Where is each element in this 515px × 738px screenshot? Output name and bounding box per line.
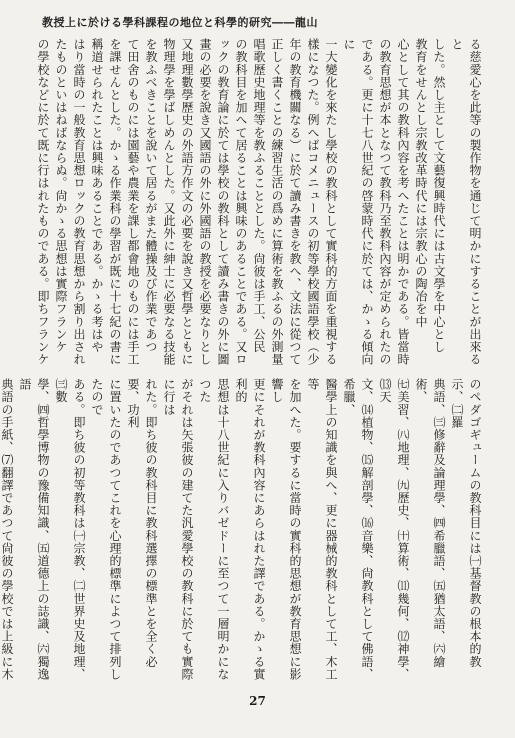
text-column: 一大變化を來たし學校の教科として實科的方面を重視する (324, 38, 338, 366)
text-column: 典語の手紙、⑺翻譯であつて尙彼の學校では上級に木 (0, 378, 14, 681)
text-column: 樣になつた。例へばコメニュースの初等學校國語學校（少 (306, 38, 320, 366)
text-column: 心として其の教科內容を考へたことは明かである。皆當時 (396, 38, 410, 366)
text-column: の教科目を加へて居ることは興味のあることである。又ロ (234, 38, 248, 366)
text-column: に置いたのであつてこれを心理的標準によつて排列したので (90, 378, 122, 681)
text-column: である。更に十七八世紀の啓蒙時代に於ては、かゝる傾向に (342, 38, 374, 366)
text-column: の教育思想が本となつて教科乃至教科內容が定められたの (378, 38, 392, 366)
text-column: の學校などに於て既に行はれたものである。即ちフランケ (36, 38, 50, 366)
text-column: を課せんとした。かゝる作業科の學習が既に十七紀の書に (108, 38, 122, 366)
text-column: 思想は十八世紀に入りバゼドーに至つて一層明かになつた (198, 378, 230, 681)
text-column: はり當時の一般教育思想ロックの教育思想から割り出され (72, 38, 86, 366)
text-column: 年の教育機關なる）に於て讀み書きを教へ、文法に從つて (288, 38, 302, 366)
text-column: ックの教育論に於ては學校の教科として讀み書きの外に圖 (216, 38, 230, 366)
text-column: 物理學を學ばしめんとした。又此外に紳士に必要なる技能 (162, 38, 176, 366)
text-column: 更にそれが教科內容にあらはれた譯である。かゝる實利的 (234, 378, 266, 681)
upper-text-block (32, 38, 484, 372)
text-column: 又地理數學歷史の外語方作文の必要を說き又哲學とともに (180, 38, 194, 366)
text-column: 教育をせんとし宗教改革時代には宗教心の陶冶を中 (414, 38, 428, 328)
text-column: のペダゴギュームの教科目には㈠基督教の根本的教示、㈡羅 (450, 378, 482, 668)
text-column: 學、㈣哲學博物の豫備知識、㈤道德上の誌識、㈥獨逸語 (18, 378, 50, 681)
text-column: れた。即ち彼の教科目に教科選擇の標準とを全く必要、功利 (126, 378, 158, 668)
text-column: した。然し主として文藝復興時代には古文學を中心とし (432, 38, 446, 353)
text-column: ㈦美習、㈧地理、㈨歷史、㈩算術、⑾幾何、⑿神學、⒀天 (378, 378, 410, 681)
running-header: 教授上に於ける學科課程の地位と科學的研究――龍山 (42, 16, 318, 29)
text-column: を加へた。要するに當時の實科的思想が教育思想に影響し (270, 378, 302, 681)
page-number: 27 (249, 694, 266, 708)
text-column: 醫學上の知識を與へ、更に器械的教科として工、木工等 (306, 378, 338, 681)
text-column: を教ふべきことを說いて居るがまた體操及び作業であつ (144, 38, 158, 353)
text-column: がそれは矢張彼の建てた汎愛學校の教科に於ても實際に行は (162, 378, 194, 681)
text-column: 唱歌歷史地理等を教ふることとした。尙彼は手工、公民 (252, 38, 266, 353)
text-column: 正しく書くことの練習生活の爲めに算術を教ふるの外測量 (270, 38, 284, 366)
text-column: ある。即ち彼の初等教科は㈠宗教、㈡世界史及地理、㈢數 (54, 378, 86, 681)
text-column: 稱道せられたことは興味あることである。かゝる考はや (90, 38, 104, 353)
text-column: て田舍のものには園藝や農業を課し都會地のものには手工 (126, 38, 140, 366)
text-column: 畫の必要を說き又國語の外に外國語の教授を必要なりとし (198, 38, 212, 366)
text-column: 典語、㈢修辭及論理學、㈣希臘語、㈤猶太語、㈥繪術、 (414, 378, 446, 668)
text-column: たものといはねばならぬ。尙かゝる思想は實際フランケ (54, 38, 68, 353)
text-column: 文、⒁植物、⒂解剖學、⒃音樂、尙教科として佛語、希臘、 (342, 378, 374, 681)
text-column: る慈愛心を此等の製作物を通じて明かにすることが出來ると (450, 38, 482, 366)
lower-text-block (0, 378, 484, 684)
